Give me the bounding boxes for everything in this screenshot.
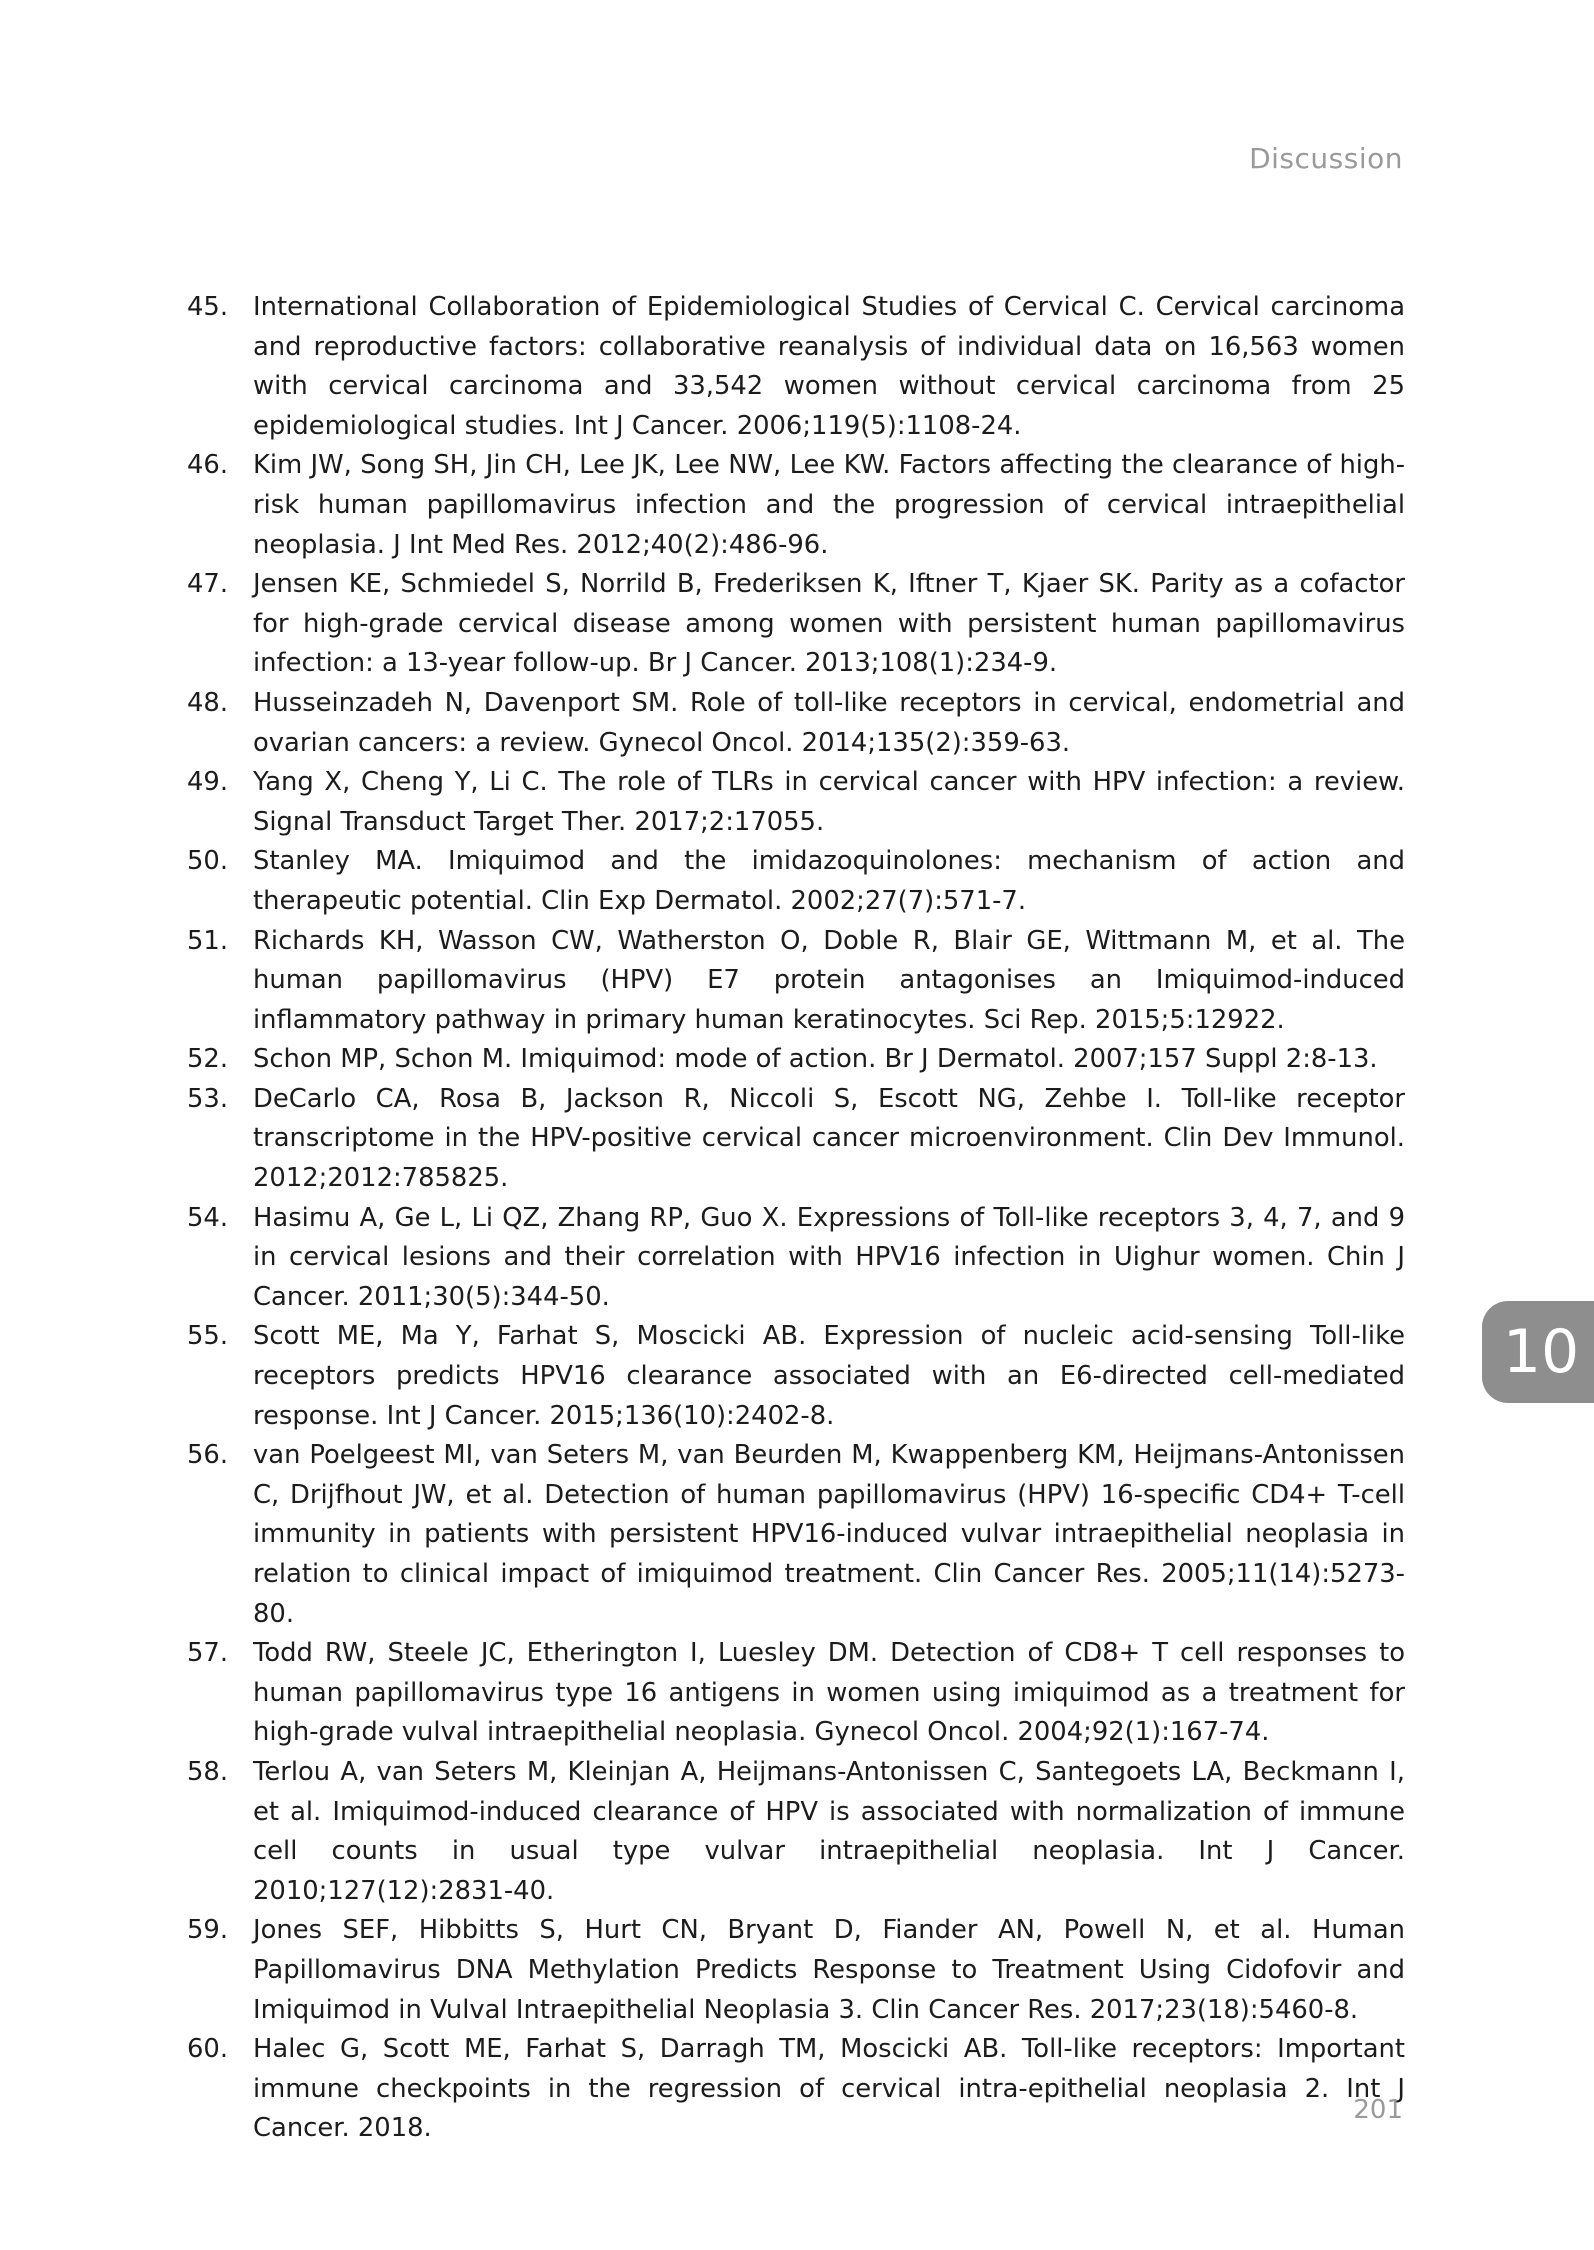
- reference-text: Scott ME, Ma Y, Farhat S, Moscicki AB. Expression of nucleic acid-sensing Toll-like receptors predicts HPV16 clearance associated with an E6-directed cell-mediated response. Int J Cancer. 2015;136(10):2402-8.: [253, 1321, 1405, 1431]
- reference-item: [187, 1634, 1405, 1753]
- reference-number: 58.: [187, 1756, 229, 1787]
- chapter-tab: 10: [1482, 1301, 1594, 1403]
- reference-text: van Poelgeest MI, van Seters M, van Beurden M, Kwappenberg KM, Heijmans-Antonissen C, Drijfhout JW, et al. Detection of human papillomavirus (HPV) 16-specific CD4+ T-cell immunity in patients with persistent HPV16-induced vulvar intraepithelial neoplasia in relation to clinical impact of imiquimod treatment. Clin Cancer Res. 2005;11(14):5273-80.: [253, 1440, 1405, 1629]
- reference-number: 57.: [187, 1638, 229, 1669]
- reference-number: 49.: [187, 767, 229, 798]
- reference-number: 50.: [187, 846, 229, 877]
- reference-text: Husseinzadeh N, Davenport SM. Role of toll-like receptors in cervical, endometrial and ovarian cancers: a review. Gynecol Oncol. 2014;135(2):359-63.: [253, 687, 1405, 758]
- reference-text: Hasimu A, Ge L, Li QZ, Zhang RP, Guo X. Expressions of Toll-like receptors 3, 4, 7, and 9 in cervical lesions and their correlation with HPV16 infection in Uighur women. Chin J Cancer. 2011;30(5):344-50.: [253, 1202, 1405, 1312]
- reference-item: [187, 763, 1405, 842]
- reference-text: Yang X, Cheng Y, Li C. The role of TLRs in cervical cancer with HPV infection: a review. Signal Transduct Target Ther. 2017;2:17055.: [253, 767, 1405, 837]
- reference-item: [187, 565, 1405, 684]
- reference-item: [187, 842, 1405, 921]
- reference-list: [187, 288, 1405, 2149]
- reference-text: Jones SEF, Hibbitts S, Hurt CN, Bryant D, Fiander AN, Powell N, et al. Human Papillomavirus DNA Methylation Predicts Response to Treatment Using Cidofovir and Imiquimod in Vulval Intraepithelial Neoplasia 3. Clin Cancer Res. 2017;23(18):5460-8.: [253, 1915, 1405, 2025]
- reference-text: Jensen KE, Schmiedel S, Norrild B, Frederiksen K, Iftner T, Kjaer SK. Parity as a cofactor for high-grade cervical disease among women with persistent human papillomavirus infection: a 13-year follow-up. Br J Cancer. 2013;108(1):234-9.: [253, 569, 1405, 679]
- reference-text: Richards KH, Wasson CW, Watherston O, Doble R, Blair GE, Wittmann M, et al. The human papillomavirus (HPV) E7 protein antagonises an Imiquimod-induced inflammatory pathway in primary human keratinocytes. Sci Rep. 2015;5:12922.: [253, 925, 1405, 1035]
- reference-number: 46.: [187, 450, 229, 481]
- reference-number: 59.: [187, 1915, 229, 1946]
- reference-text: Kim JW, Song SH, Jin CH, Lee JK, Lee NW, Lee KW. Factors affecting the clearance of high-risk human papillomavirus infection and the progression of cervical intraepithelial neoplasia. J Int Med Res. 2012;40(2):486-96.: [253, 450, 1405, 560]
- reference-item: [187, 1436, 1405, 1634]
- reference-number: 47.: [187, 569, 229, 600]
- reference-item: [187, 922, 1405, 1041]
- reference-item: [187, 1040, 1405, 1080]
- reference-item: [187, 2030, 1405, 2149]
- reference-text: DeCarlo CA, Rosa B, Jackson R, Niccoli S, Escott NG, Zehbe I. Toll-like receptor transcriptome in the HPV-positive cervical cancer microenvironment. Clin Dev Immunol. 2012;2012:785825.: [253, 1083, 1405, 1194]
- reference-number: 60.: [187, 2034, 229, 2065]
- reference-number: 45.: [187, 292, 229, 322]
- reference-number: 52.: [187, 1044, 229, 1075]
- reference-text: Halec G, Scott ME, Farhat S, Darragh TM, Moscicki AB. Toll-like receptors: Important immune checkpoints in the regression of cervical intra-epithelial neoplasia 2. Int J Cancer. 2018.: [253, 2034, 1405, 2144]
- reference-item: [187, 446, 1405, 565]
- page-number: 201: [1353, 2095, 1403, 2125]
- reference-item: [187, 288, 1405, 446]
- reference-text: Todd RW, Steele JC, Etherington I, Luesley DM. Detection of CD8+ T cell responses to human papillomavirus type 16 antigens in women using imiquimod as a treatment for high-grade vulval intraepithelial neoplasia. Gynecol Oncol. 2004;92(1):167-74.: [253, 1638, 1405, 1748]
- reference-text: Schon MP, Schon M. Imiquimod: mode of action. Br J Dermatol. 2007;157 Suppl 2:8-13.: [253, 1044, 1378, 1075]
- reference-item: [187, 1753, 1405, 1911]
- reference-number: 48.: [187, 687, 229, 718]
- reference-item: [187, 684, 1405, 763]
- reference-item: [187, 1080, 1405, 1199]
- reference-text: International Collaboration of Epidemiological Studies of Cervical C. Cervical carcinoma and reproductive factors: collaborative reanalysis of individual data on 16,563 women with cervical carcinoma and 33,542 women without cervical carcinoma from 25 epidemiological studies. Int J Cancer. 2006;119(5):1108-24.: [253, 292, 1405, 441]
- reference-item: [187, 1317, 1405, 1436]
- reference-number: 55.: [187, 1321, 229, 1352]
- reference-number: 56.: [187, 1440, 229, 1471]
- reference-number: 53.: [187, 1083, 229, 1114]
- reference-number: 51.: [187, 925, 229, 956]
- reference-item: [187, 1199, 1405, 1318]
- reference-number: 54.: [187, 1202, 229, 1233]
- reference-text: Terlou A, van Seters M, Kleinjan A, Heijmans-Antonissen C, Santegoets LA, Beckmann I, et al. Imiquimod-induced clearance of HPV is associated with normalization of immune cell counts in usual type vulvar intraepithelial neoplasia. Int J Cancer. 2010;127(12):2831-40.: [253, 1756, 1405, 1906]
- running-header: Discussion: [1249, 142, 1403, 175]
- reference-text: Stanley MA. Imiquimod and the imidazoquinolones: mechanism of action and therapeutic potential. Clin Exp Dermatol. 2002;27(7):571-7.: [253, 846, 1405, 916]
- reference-item: [187, 1911, 1405, 2030]
